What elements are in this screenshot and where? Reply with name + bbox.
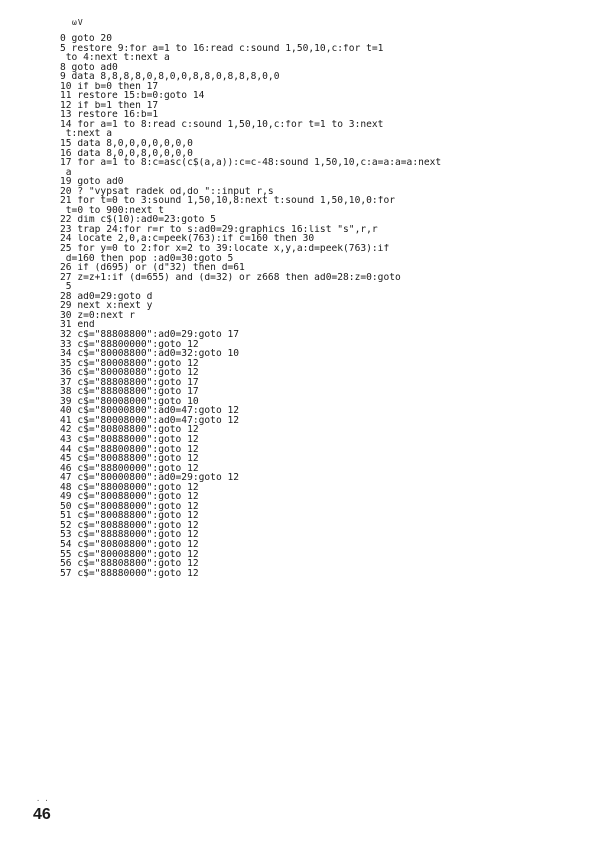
code-line: t=0 to 900:next t [60,205,164,216]
code-line: 16 data 8,0,0,8,0,0,0,0 [60,148,193,159]
code-line: 21 for t=0 to 3:sound 1,50,10,8:next t:sound 1,50,10,0:for [60,196,396,206]
code-line: 25 for y=0 to 2:for x=2 to 39:locate x,y,a:d=peek(763):if [60,244,390,254]
code-line: 23 trap 24:for r=r to s:ad0=29:graphics 16:list "s",r,r [60,224,378,235]
code-line: 19 goto ad0 [60,177,124,187]
code-line: to 4:next t:next a [60,53,170,63]
print-speckles: · · [36,797,49,805]
code-line: 17 for a=1 to 8:c=asc(c$(a,a)):c=c-48:sound 1,50,10,c:a=a:a=a:next [60,158,442,168]
code-line: 50 c$="80088000":goto 12 [60,501,199,512]
code-line: 39 c$="80008000":goto 10 [60,396,199,407]
code-line: 29 next x:next y [60,301,153,311]
code-line: 37 c$="88808800":goto 17 [60,377,199,388]
code-line: 14 for a=1 to 8:read c:sound 1,50,10,c:for t=1 to 3:next [60,119,384,130]
code-line: 55 c$="80008800":goto 12 [60,549,199,560]
header-mark: ωV [72,18,84,27]
code-line: 52 c$="80888000":goto 12 [60,520,199,531]
code-line: 11 restore 15:b=0:goto 14 [60,91,205,101]
code-line: 27 z=z+1:if (d=655) and (d=32) or z668 then ad0=28:z=0:goto [60,272,401,283]
code-line: 28 ad0=29:goto d [60,291,153,302]
code-line: 49 c$="80088000":goto 12 [60,492,199,502]
code-line: 44 c$="88800800":goto 12 [60,444,199,455]
code-line: 51 c$="80088800":goto 12 [60,511,199,521]
code-line: 13 restore 16:b=1 [60,110,159,120]
code-line: 26 if (d695) or (d"32) then d=61 [60,263,245,273]
code-line: 53 c$="88888000":goto 12 [60,530,199,540]
code-line: 47 c$="80000800":ad0=29:goto 12 [60,473,240,483]
code-line: 5 [60,282,72,292]
code-line: 30 z=0:next r [60,310,136,321]
code-line: 32 c$="88808800":ad0=29:goto 17 [60,329,240,340]
code-line: 22 dim c$(10):ad0=23:goto 5 [60,215,216,225]
code-line: 31 end [60,320,95,330]
code-line: t:next a [60,129,112,140]
code-line: 35 c$="80008800":goto 12 [60,358,199,369]
code-line: 36 c$="80008080":goto 12 [60,368,199,378]
code-line: 56 c$="88808800":goto 12 [60,559,199,569]
code-line: 57 c$="88880000":goto 12 [60,568,199,579]
code-line: 9 data 8,8,8,8,0,8,0,0,8,8,0,8,8,8,0,0 [60,72,280,82]
code-line: 54 c$="80808800":goto 12 [60,539,199,550]
code-line: 42 c$="80808800":goto 12 [60,425,199,435]
code-line: 43 c$="80888000":goto 12 [60,434,199,445]
code-line: 10 if b=0 then 17 [60,81,159,92]
code-line: 38 c$="88808800":goto 17 [60,387,199,397]
code-line: 15 data 8,0,0,0,0,0,0,0 [60,139,193,149]
code-line: 12 if b=1 then 17 [60,100,159,111]
code-line: 5 restore 9:for a=1 to 16:read c:sound 1,50,10,c:for t=1 [60,43,384,54]
code-line: 41 c$="80008000":ad0=47:goto 12 [60,415,240,426]
code-line: 24 locate 2,0,a:c=peek(763):if c=160 then 30 [60,234,315,245]
code-line: 34 c$="80008800":ad0=32:goto 10 [60,349,240,359]
page-number: 46 [33,806,51,823]
code-line: 0 goto 20 [60,34,112,44]
code-line: d=160 then pop :ad0=30:goto 5 [60,253,234,264]
code-line: 8 goto ad0 [60,62,118,73]
code-line: 45 c$="80088800":goto 12 [60,454,199,464]
code-line: 48 c$="88008000":goto 12 [60,482,199,493]
code-line: 20 ? "vypsat radek od,do "::input r,s [60,186,274,197]
code-line: 40 c$="80000800":ad0=47:goto 12 [60,406,240,416]
code-line: a [60,167,72,178]
basic-program-listing [60,34,580,578]
code-line: 33 c$="88800000":goto 12 [60,339,199,350]
code-line: 46 c$="88800000":goto 12 [60,463,199,474]
